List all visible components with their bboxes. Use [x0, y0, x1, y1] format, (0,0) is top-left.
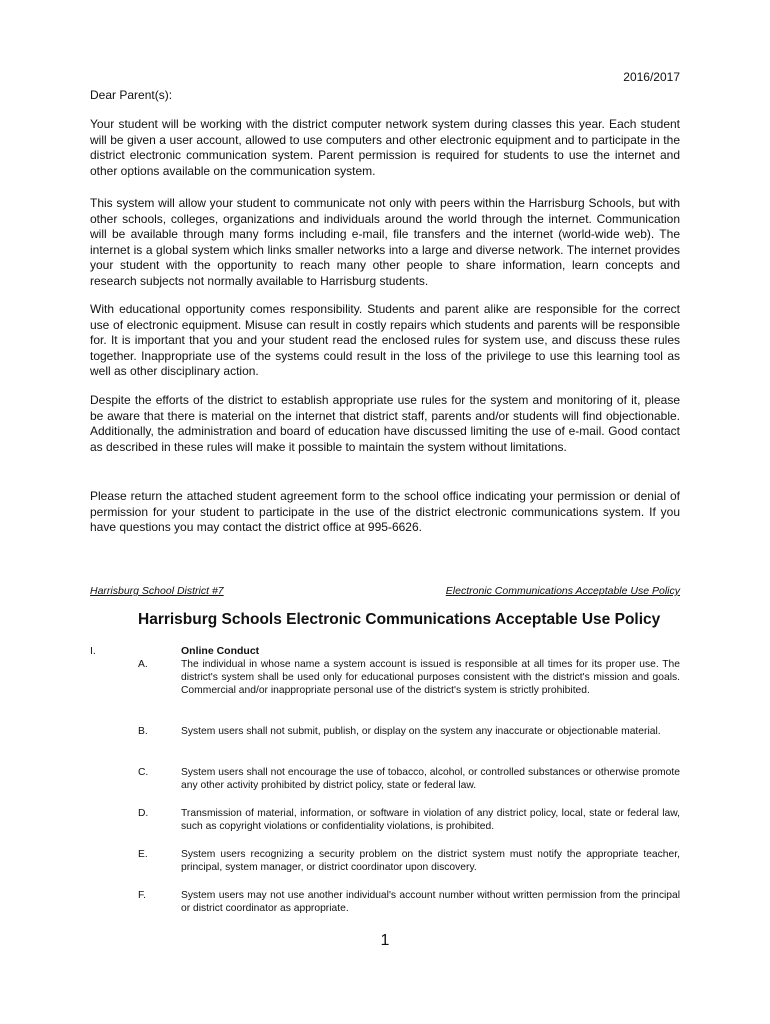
policy-item: [138, 766, 680, 792]
paragraph: Your student will be working with the district computer network system during classes this year. Each student will be given a user account, allowed to use computers and other electronic equipment and to participate in the district electronic communication system. Parent permission is required for students to use the internet and other options available on the communication system.: [90, 117, 680, 178]
policy-item: [138, 848, 680, 874]
item-text: Transmission of material, information, or software in violation of any district policy, local, state or federal law, such as copyright violations or confidentiality violations, is prohibited.: [181, 808, 680, 833]
policy-item: [138, 658, 680, 698]
item-text: System users may not use another individual's account number without written permission from the principal or district coordinator as appropriate.: [181, 890, 680, 915]
salutation: Dear Parent(s):: [90, 88, 173, 102]
item-text: System users recognizing a security problem on the district system must notify the appropriate teacher, principal, system manager, or district coordinator upon discovery.: [181, 849, 680, 874]
item-letter: F.: [138, 890, 147, 901]
policy-item: [138, 889, 680, 915]
paragraph: Please return the attached student agreement form to the school office indicating your permission or denial of permission for your student to participate in the use of the district electronic communications system. If you have questions you may contact the district office at 995-6626.: [90, 489, 680, 535]
date: 2016/2017: [623, 70, 680, 84]
item-letter: C.: [138, 767, 149, 778]
section-number: I.: [90, 645, 96, 657]
paragraph: Despite the efforts of the district to establish appropriate use rules for the system and monitoring of it, please be aware that there is material on the internet that district staff, parents and/or students will find objectionable. Additionally, the administration and board of education have discussed limiting the use of e-mail. Good contact as described in these rules will make it possible to maintain the system without limitations.: [90, 393, 680, 454]
page-number: 1: [380, 932, 390, 949]
item-text: System users shall not encourage the use of tobacco, alcohol, or controlled substances or otherwise promote any other activity prohibited by district policy, state or federal law.: [181, 767, 680, 792]
header-right: Electronic Communications Acceptable Use Policy: [445, 585, 680, 597]
policy-item: [138, 807, 680, 833]
item-letter: E.: [138, 849, 148, 860]
item-letter: B.: [138, 726, 148, 737]
policy-item: [138, 725, 680, 738]
header-left: Harrisburg School District #7: [90, 585, 224, 597]
paragraph: With educational opportunity comes responsibility. Students and parent alike are responsible for the correct use of electronic equipment. Misuse can result in costly repairs which students and parents will be responsible for. It is important that you and your student read the enclosed rules for system use, and discuss these rules together. Inappropriate use of the systems could result in the loss of the privilege to use this learning tool as well as other disciplinary action.: [90, 302, 680, 379]
item-letter: A.: [138, 659, 148, 670]
item-letter: D.: [138, 808, 149, 819]
item-text: The individual in whose name a system account is issued is responsible at all times for its proper use. The district's system shall be used only for educational purposes consistent with the district's mission and goals. Commercial and/or inappropriate personal use of the district's system is strictly prohibited.: [181, 659, 680, 697]
section-title: Online Conduct: [181, 645, 260, 657]
item-text: System users shall not submit, publish, or display on the system any inaccurate or objectionable material.: [181, 726, 661, 737]
policy-title: Harrisburg Schools Electronic Communications Acceptable Use Policy: [138, 611, 661, 628]
paragraph: This system will allow your student to communicate not only with peers within the Harrisburg Schools, but with other schools, colleges, organizations and individuals around the world through the internet. Communication will be available through many forms including e-mail, file transfers and the internet (world-wide web). The internet is a global system which links smaller networks into a large and diverse network. The internet provides your student with the opportunity to reach many other people to share information, learn concepts and research subjects not normally available to Harrisburg students.: [90, 196, 680, 288]
